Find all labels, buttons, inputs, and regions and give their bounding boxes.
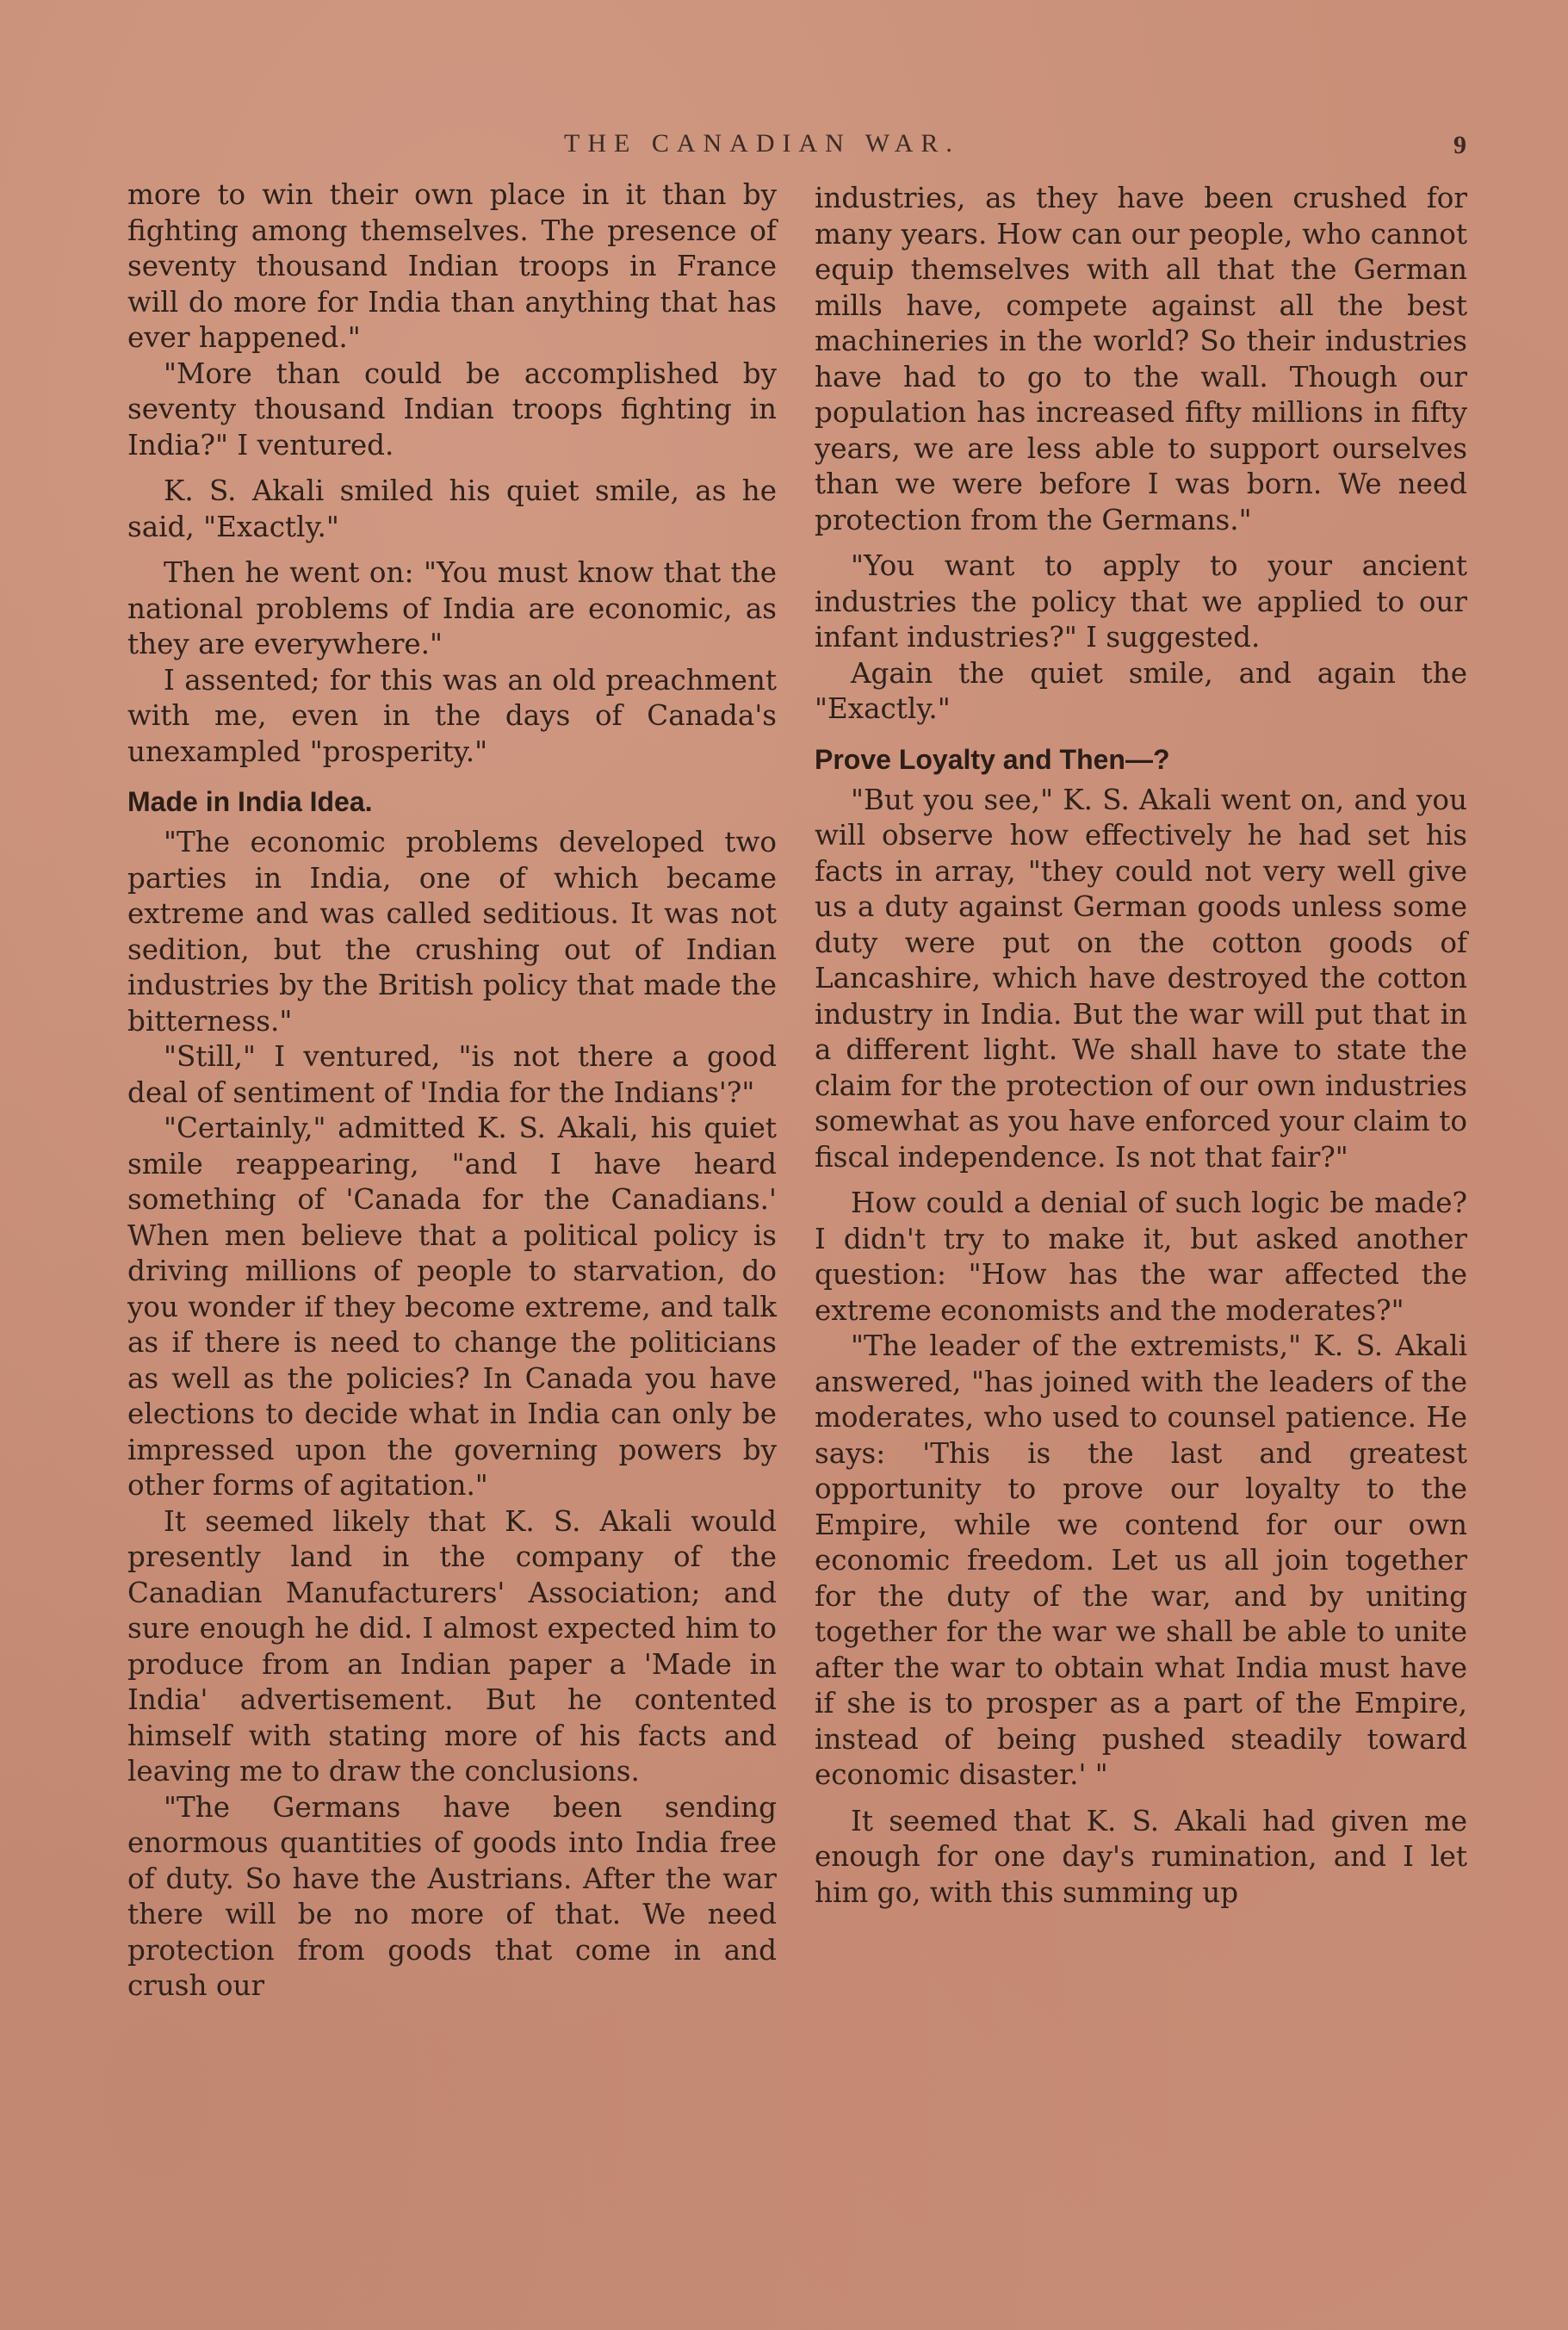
paragraph: Then he went on: "You must know that the national problems of India are economic, as they are everywhere.": [127, 556, 777, 660]
paragraph: It seemed likely that K. S. Akali would presently land in the company of the Canadian Manufacturers' Association; and sure enough he did. I almost expected him to produce from an Indian paper a 'Made in India' advertisement. But he contented himself with stating more of his facts and leaving me to draw the conclusions.: [127, 1504, 777, 1788]
paragraph: "More than could be accomplished by seventy thousand Indian troops fighting in India?" I ventured.: [127, 356, 777, 462]
paragraph: How could a denial of such logic be made? I didn't try to make it, but asked another question: "How has the war affected the extreme economists and the moderates?": [815, 1187, 1467, 1327]
running-title: THE CANADIAN WAR.: [564, 129, 960, 158]
paragraph: Again the quiet smile, and again the "Exactly.": [815, 656, 1467, 725]
section-heading: Made in India Idea.: [127, 786, 373, 817]
paragraph: "The leader of the extremists," K. S. Akali answered, "has joined with the leaders of the moderates, who used to counsel patience. He says: 'This is the last and greatest opportunity to prove our loyalty to the Empire, while we contend for our own economic freedom. Let us all join together for the duty of the war, and by uniting together for the war we shall be able to unite after the war to obtain what India must have if she is to prosper as a part of the Empire, instead of being pushed steadily toward economic disaster.' ": [815, 1329, 1467, 1791]
paragraph: "You want to apply to your ancient industries the policy that we applied to our infant industries?" I suggested.: [815, 549, 1467, 654]
paragraph: K. S. Akali smiled his quiet smile, as he said, "Exactly.": [127, 474, 777, 543]
paragraph: I assented; for this was an old preachment with me, even in the days of Canada's unexampled "prosperity.": [127, 663, 777, 768]
left-column: [127, 177, 777, 2005]
section-heading: Prove Loyalty and Then—?: [815, 743, 1170, 775]
paragraph: "The Germans have been sending enormous quantities of goods into India free of duty. So have the Austrians. After the war there will be no more of that. We need protection from goods that come in and crush our: [127, 1790, 777, 2002]
paragraph: more to win their own place in it than by fighting among themselves. The presence of seventy thousand Indian troops in France will do more for India than anything that has ever happened.": [127, 178, 777, 354]
paragraph: "But you see," K. S. Akali went on, and you will observe how effectively he had set his facts in array, "they could not very well give us a duty against German goods unless some duty were put on the cotton goods of Lancashire, which have destroyed the cotton industry in India. But the war will put that in a different light. We shall have to state the claim for the protection of our own industries somewhat as you have enforced your claim to fiscal independence. Is not that fair?": [815, 783, 1467, 1174]
paragraph: industries, as they have been crushed for many years. How can our people, who cannot equip themselves with all that the German mills have, compete against all the best machineries in the world? So their industries have had to go to the wall. Though our population has increased fifty millions in fifty years, we are less able to support ourselves than we were before I was born. We need protection from the Germans.": [815, 182, 1467, 536]
running-header: [0, 129, 1568, 172]
paragraph: "Certainly," admitted K. S. Akali, his quiet smile reappearing, "and I have heard something of 'Canada for the Canadians.' When men believe that a political policy is driving millions of people to starvation, do you wonder if they become extreme, and talk as if there is need to change the politicians as well as the policies? In Canada you have elections to decide what in India can only be impressed upon the governing powers by other forms of agitation.": [127, 1112, 777, 1502]
paragraph: "The economic problems developed two parties in India, one of which became extreme and was called seditious. It was not sedition, but the crushing out of Indian industries by the British policy that made the bitterness.": [127, 826, 777, 1038]
page-number: 9: [1453, 131, 1466, 159]
right-column: [815, 181, 1467, 1911]
paragraph: "Still," I ventured, "is not there a good deal of sentiment of 'India for the Indians'?": [127, 1040, 777, 1109]
paragraph: It seemed that K. S. Akali had given me enough for one day's rumination, and I let him go, with this summing up: [815, 1804, 1467, 1909]
